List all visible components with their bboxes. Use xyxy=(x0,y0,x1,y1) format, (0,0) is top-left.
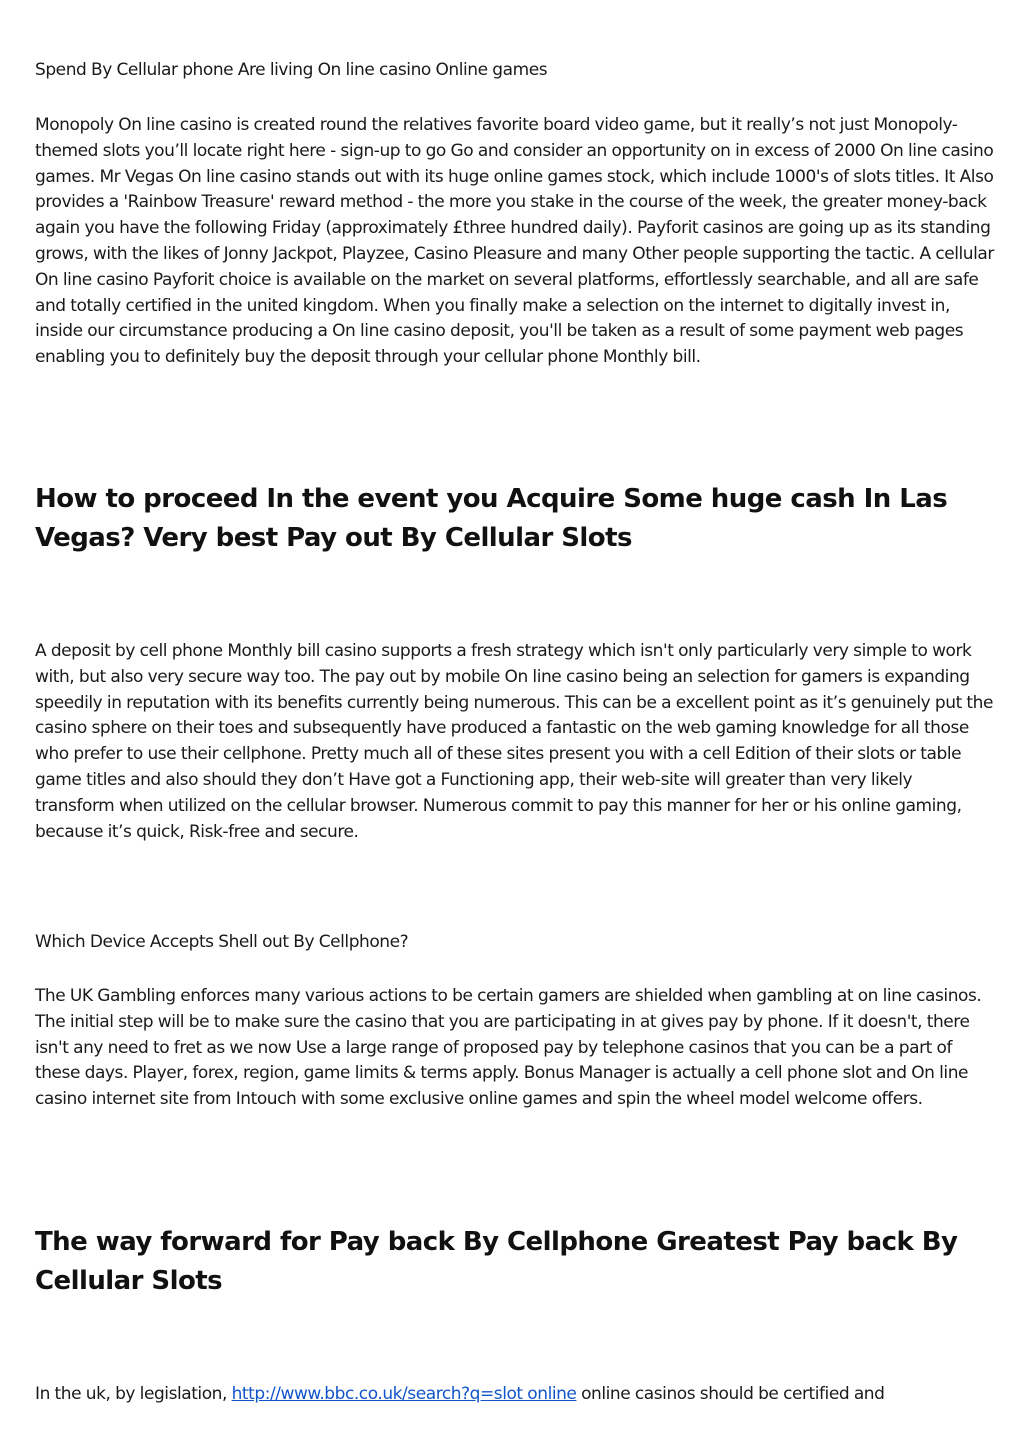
bbc-search-link[interactable]: http://www.bbc.co.uk/search?q=slot online xyxy=(231,1384,577,1404)
paragraph-text-before-link: In the uk, by legislation, xyxy=(35,1384,232,1404)
paragraph-uk-legislation xyxy=(35,1382,995,1408)
paragraph-deposit-by-phone: A deposit by cell phone Monthly bill casino supports a fresh strategy which isn't only particularly very simple to work with, but also very secure way too. The pay out by mobile On line casino being an selection for gamers is expanding speedily in reputation with its benefits currently being numerous. This can be a excellent point as it’s genuinely put the casino sphere on their toes and subsequently have produced a fantastic on the web gaming knowledge for all those who prefer to use their cellphone. Pretty much all of these sites present you with a cell Edition of their slots or table game titles and also should they don’t Have got a Functioning app, their web-site will greater than very likely transform when utilized on the cellular browser. Numerous commit to pay this manner for her or his online gaming, because it’s quick, Risk-free and secure. xyxy=(35,641,993,842)
heading-las-vegas: How to proceed In the event you Acquire Some huge cash In Las Vegas? Very best Pay out By Cellular Slots xyxy=(35,484,948,553)
paragraph-uk-gambling: The UK Gambling enforces many various actions to be certain gamers are shielded when gambling at on line casinos. The initial step will be to make sure the casino that you are participating in at gives pay by phone. If it doesn't, there isn't any need to fret as we now Use a large range of proposed pay by telephone casinos that you can be a part of these days. Player, forex, region, game limits & terms apply. Bonus Manager is actually a cell phone slot and On line casino internet site from Intouch with some exclusive online games and spin the wheel model welcome offers. xyxy=(35,986,982,1110)
paragraph-monopoly-casino: Monopoly On line casino is created round the relatives favorite board video game, but it really’s not just Monopoly-themed slots you’ll locate right here - sign-up to go Go and consider an opportunity on in excess of 2000 On line casino games. Mr Vegas On line casino stands out with its huge online games stock, which include 1000's of slots titles. It Also provides a 'Rainbow Treasure' reward method - the more you stake in the course of the week, the greater money-back again you have the following Friday (approximately £three hundred daily). Payforit casinos are going up as its standing grows, with the likes of Jonny Jackpot, Playzee, Casino Pleasure and many Other people supporting the tactic. A cellular On line casino Payforit choice is available on the market on several platforms, effortlessly searchable, and all are safe and totally certified in the united kingdom. When you finally make a selection on the internet to digitally invest in, inside our circumstance producing a On line casino deposit, you'll be taken as a result of some payment web pages enabling you to definitely buy the deposit through your cellular phone Monthly bill. xyxy=(35,115,994,368)
subheading-device-accepts: Which Device Accepts Shell out By Cellphone? xyxy=(35,932,409,952)
document-title: Spend By Cellular phone Are living On line casino Online games xyxy=(35,60,548,80)
paragraph-text-after-link: online casinos should be certified and xyxy=(576,1384,885,1404)
heading-future-pay-by-phone: The way forward for Pay back By Cellphone Greatest Pay back By Cellular Slots xyxy=(35,1227,958,1296)
